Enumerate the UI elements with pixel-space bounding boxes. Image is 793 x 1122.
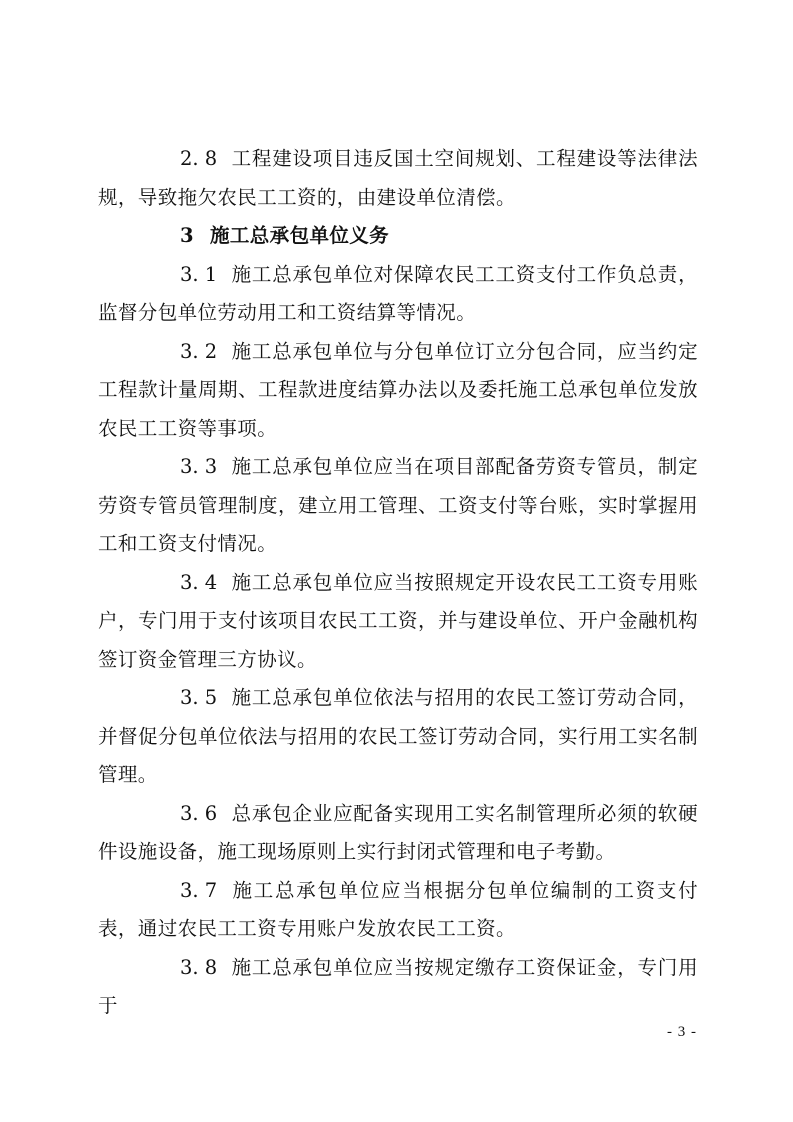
clause-text: 工程建设项目违反国土空间规划、工程建设等法律法规，导致拖欠农民工工资的，由建设单位清偿。: [98, 147, 698, 209]
clause-text: 施工总承包单位对保障农民工工资支付工作负总责，监督分包单位劳动用工和工资结算等情况。: [98, 262, 698, 324]
clause-number: 3. 3: [180, 455, 218, 478]
clause-number: 3. 7: [180, 878, 218, 902]
clause-text: 施工总承包单位依法与招用的农民工签订劳动合同，并督促分包单位依法与招用的农民工签订劳动合同，实行用工实名制管理。: [98, 686, 698, 786]
clause-3-7: [98, 872, 698, 949]
section-number: 3: [180, 224, 194, 247]
clause-text: 总承包企业应配备实现用工实名制管理所必须的软硬件设施设备，施工现场原则上实行封闭式管理和电子考勤。: [98, 801, 698, 863]
clause-3-4: [98, 564, 698, 680]
clause-number: 2. 8: [180, 147, 218, 170]
document-body: [98, 140, 698, 1026]
clause-number: 3. 4: [180, 570, 218, 594]
clause-number: 3. 8: [180, 955, 218, 979]
clause-number: 3. 2: [180, 339, 218, 363]
clause-3-6: [98, 795, 698, 872]
clause-text: 施工总承包单位与分包单位订立分包合同，应当约定工程款计量周期、工程款进度结算办法以及委托施工总承包单位发放农民工工资等事项。: [98, 339, 698, 440]
clause-text: 施工总承包单位应当按照规定开设农民工工资专用账户，专门用于支付该项目农民工工资，并与建设单位、开户金融机构签订资金管理三方协议。: [98, 570, 698, 671]
clause-number: 3. 5: [180, 686, 218, 709]
section-title: 施工总承包单位义务: [209, 224, 390, 247]
clause-3-2: [98, 333, 698, 449]
clause-number: 3. 6: [180, 801, 218, 825]
clause-3-1: [98, 256, 698, 333]
clause-3-8: [98, 949, 698, 1026]
clause-number: 3. 1: [180, 262, 218, 286]
clause-text: 施工总承包单位应当在项目部配备劳资专管员，制定劳资专管员管理制度，建立用工管理、工资支付等台账，实时掌握用工和工资支付情况。: [98, 455, 698, 555]
page-number: - 3 -: [667, 1024, 697, 1040]
clause-3-5: [98, 679, 698, 795]
clause-text: 施工总承包单位应当根据分包单位编制的工资支付表，通过农民工工资专用账户发放农民工工资。: [98, 878, 698, 940]
clause-2-8: [98, 140, 698, 217]
section-heading-3: [98, 217, 698, 256]
clause-text: 施工总承包单位应当按规定缴存工资保证金，专门用于: [98, 955, 698, 1017]
clause-3-3: [98, 448, 698, 564]
